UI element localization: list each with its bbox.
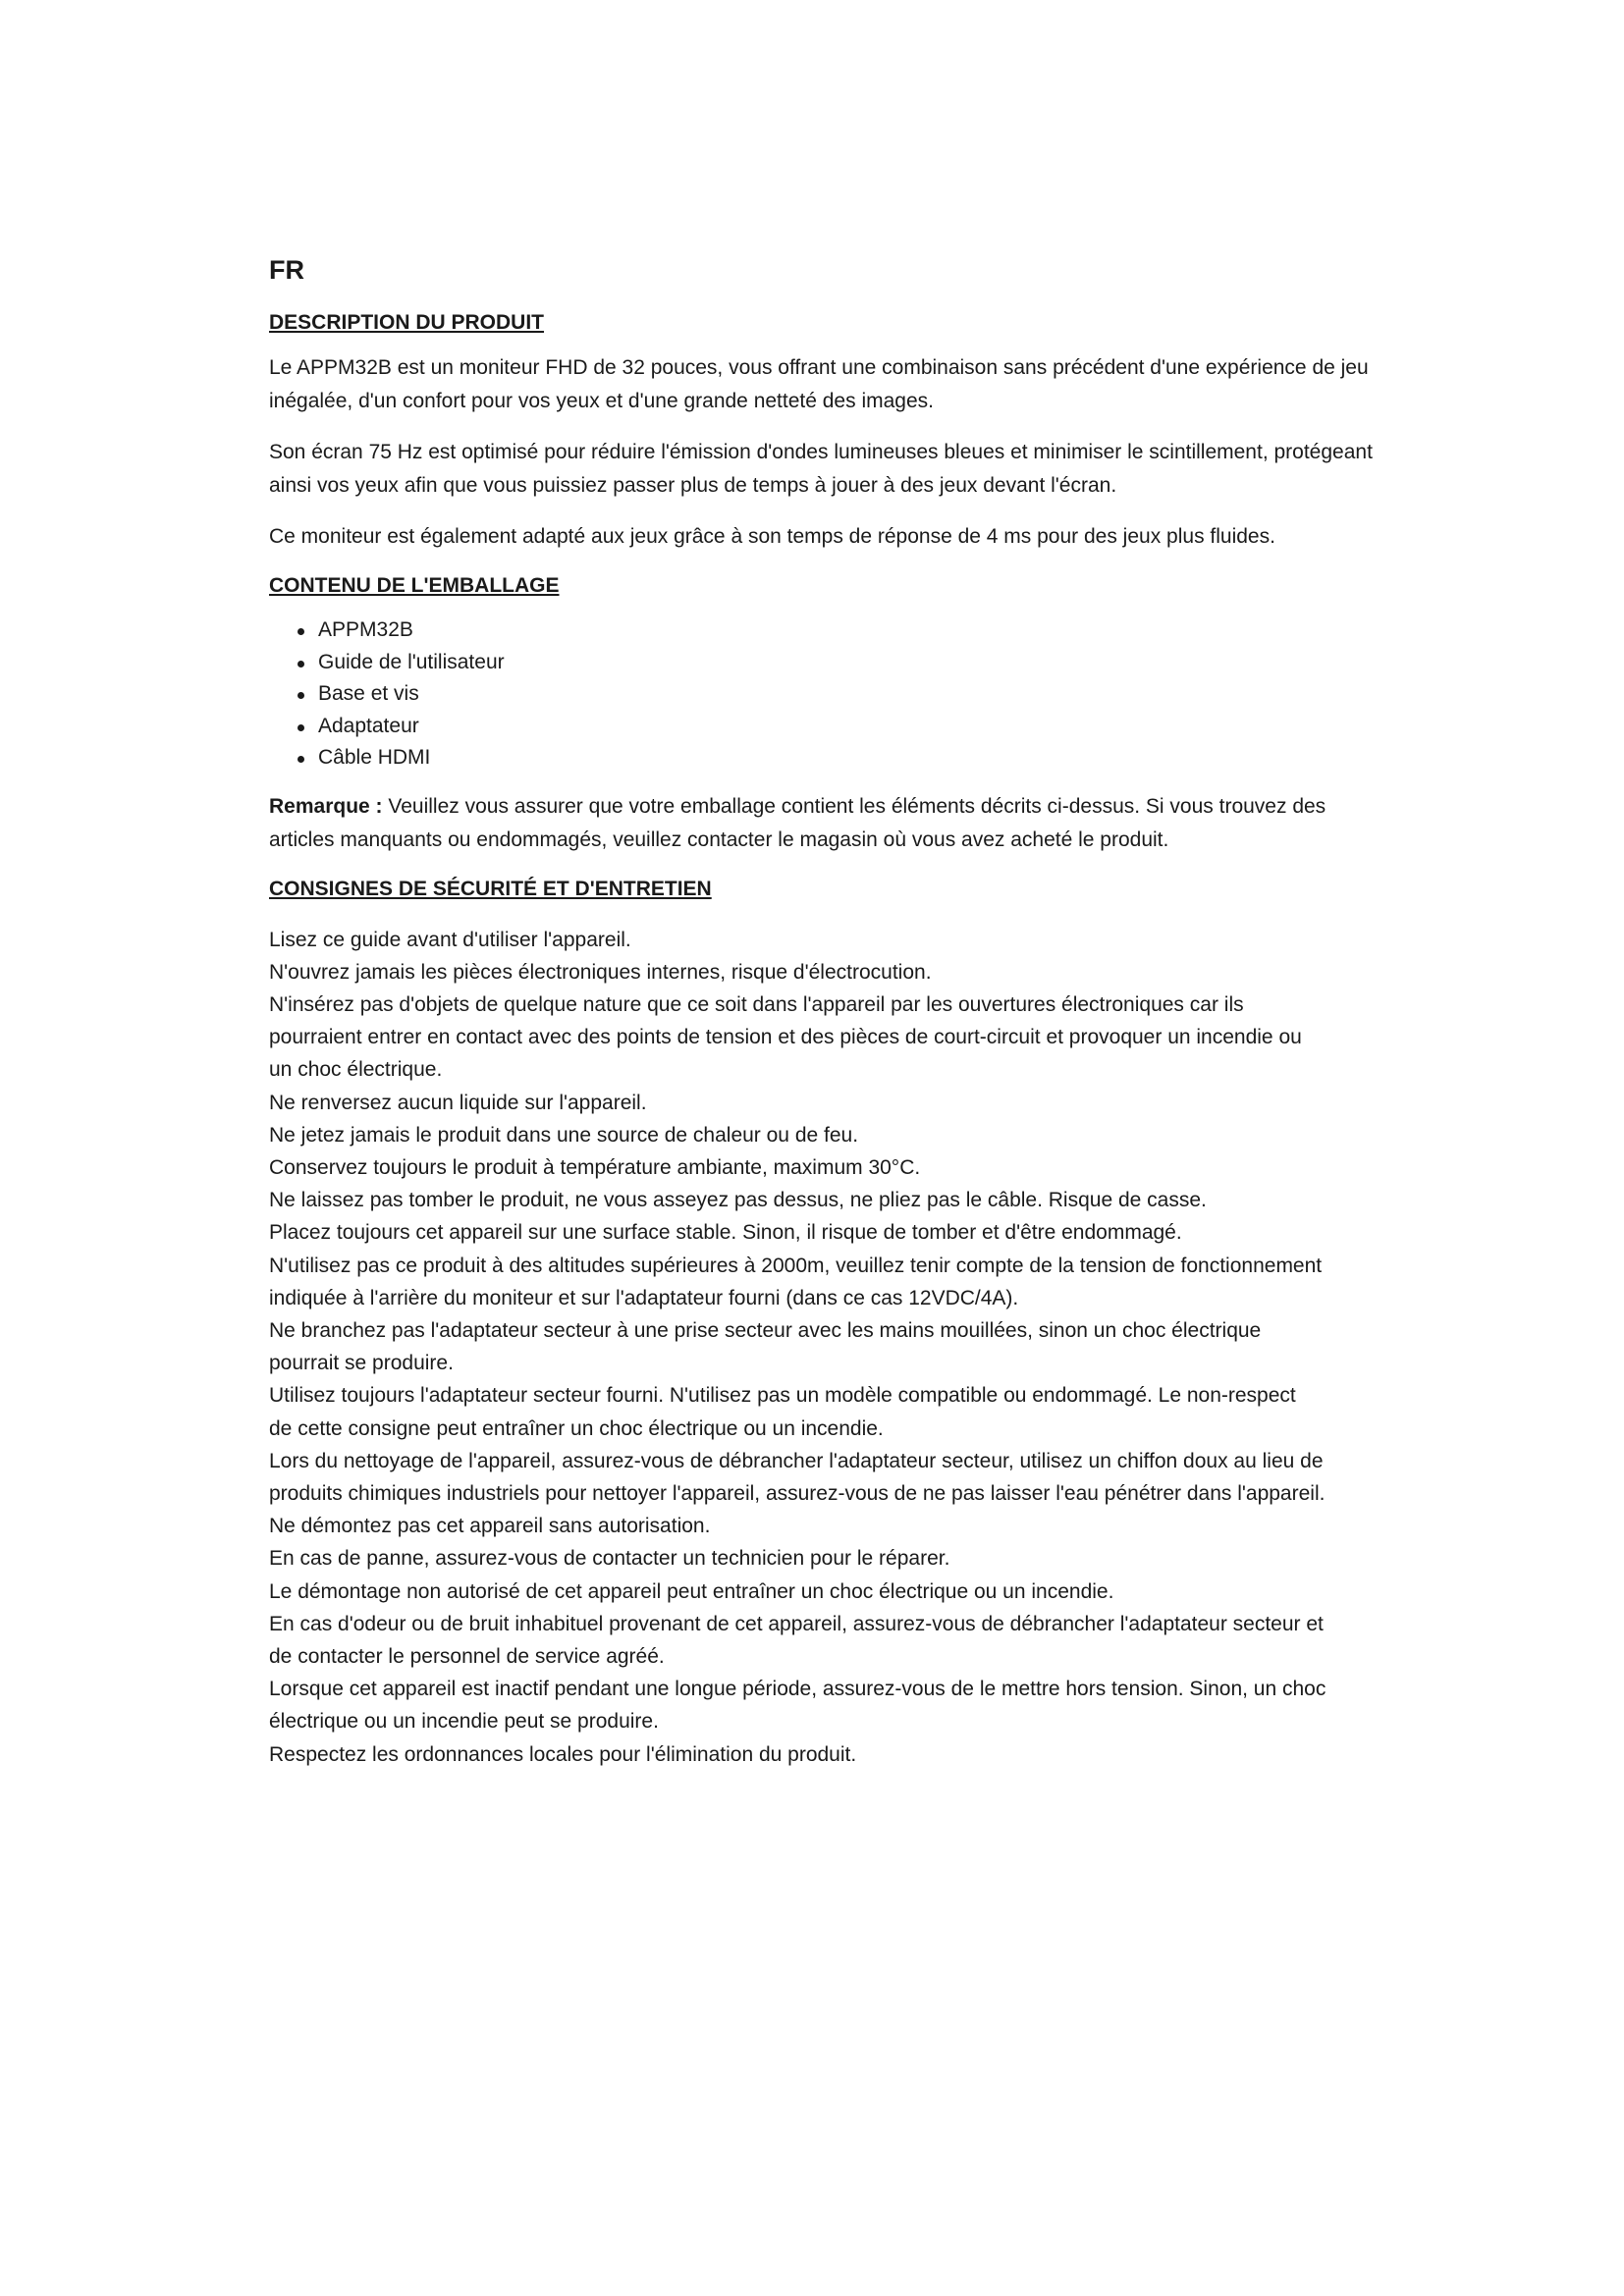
package-item: Câble HDMI bbox=[318, 742, 1388, 774]
description-paragraph: Ce moniteur est également adapté aux jeux grâce à son temps de réponse de 4 ms pour des jeux plus fluides. bbox=[269, 525, 1275, 548]
language-label: FR bbox=[269, 255, 304, 285]
package-list bbox=[269, 614, 1388, 774]
safety-line: N'ouvrez jamais les pièces électroniques internes, risque d'électrocution. bbox=[269, 960, 932, 984]
safety-line: En cas d'odeur ou de bruit inhabituel provenant de cet appareil, assurez-vous de débrancher l'adaptateur secteur et bbox=[269, 1612, 1324, 1635]
package-item: Base et vis bbox=[318, 678, 1388, 711]
safety-line: produits chimiques industriels pour nettoyer l'appareil, assurez-vous de ne pas laisser l'eau pénétrer dans l'appareil. bbox=[269, 1481, 1326, 1505]
safety-line: N'insérez pas d'objets de quelque nature que ce soit dans l'appareil par les ouvertures électroniques car ils bbox=[269, 992, 1244, 1016]
description-paragraph: Le APPM32B est un moniteur FHD de 32 pouces, vous offrant une combinaison sans précédent d'une expérience de jeu inégalée, d'un confort pour vos yeux et d'une grande netteté des images. bbox=[269, 356, 1369, 412]
safety-line: N'utilisez pas ce produit à des altitudes supérieures à 2000m, veuillez tenir compte de la tension de fonctionnement bbox=[269, 1254, 1323, 1277]
safety-line: pourrait se produire. bbox=[269, 1352, 454, 1375]
safety-line: de contacter le personnel de service agréé. bbox=[269, 1644, 665, 1668]
package-item: APPM32B bbox=[318, 614, 1388, 647]
description-paragraph: Son écran 75 Hz est optimisé pour réduire l'émission d'ondes lumineuses bleues et minimiser le scintillement, protégeant ainsi vos yeux afin que vous puissiez passer plus de temps à jouer à des jeux devant l'écran. bbox=[269, 441, 1373, 497]
safety-heading: CONSIGNES DE SÉCURITÉ ET D'ENTRETIEN bbox=[269, 877, 712, 900]
safety-line: Lorsque cet appareil est inactif pendant une longue période, assurez-vous de le mettre hors tension. Sinon, un choc bbox=[269, 1678, 1326, 1701]
safety-line: Le démontage non autorisé de cet appareil peut entraîner un choc électrique ou un incendie. bbox=[269, 1579, 1114, 1603]
safety-line: Ne renversez aucun liquide sur l'appareil. bbox=[269, 1091, 647, 1114]
safety-line: électrique ou un incendie peut se produire. bbox=[269, 1710, 659, 1734]
package-note bbox=[269, 790, 1388, 857]
safety-line: de cette consigne peut entraîner un choc électrique ou un incendie. bbox=[269, 1416, 884, 1440]
safety-line: Respectez les ordonnances locales pour l'élimination du produit. bbox=[269, 1742, 857, 1766]
note-text: Veuillez vous assurer que votre emballage contient les éléments décrits ci-dessus. Si vous trouvez des articles manquants ou endommagés, veuillez contacter le magasin où vous avez acheté le produit. bbox=[269, 794, 1326, 851]
safety-line: Ne démontez pas cet appareil sans autorisation. bbox=[269, 1515, 711, 1538]
package-item: Guide de l'utilisateur bbox=[318, 647, 1388, 679]
safety-line: un choc électrique. bbox=[269, 1058, 443, 1082]
safety-line: Lors du nettoyage de l'appareil, assurez-vous de débrancher l'adaptateur secteur, utilisez un chiffon doux au lieu de bbox=[269, 1449, 1324, 1472]
safety-line: Ne branchez pas l'adaptateur secteur à une prise secteur avec les mains mouillées, sinon un choc électrique bbox=[269, 1318, 1262, 1342]
safety-line: Ne jetez jamais le produit dans une source de chaleur ou de feu. bbox=[269, 1123, 859, 1147]
safety-line: Ne laissez pas tomber le produit, ne vous asseyez pas dessus, ne pliez pas le câble. Risque de casse. bbox=[269, 1189, 1207, 1212]
safety-line: Placez toujours cet appareil sur une surface stable. Sinon, il risque de tomber et d'être endommagé. bbox=[269, 1221, 1182, 1245]
note-label: Remarque : bbox=[269, 794, 383, 818]
safety-line: En cas de panne, assurez-vous de contacter un technicien pour le réparer. bbox=[269, 1547, 950, 1571]
safety-line: pourraient entrer en contact avec des points de tension et des pièces de court-circuit et provoquer un incendie ou bbox=[269, 1026, 1302, 1049]
safety-instructions bbox=[269, 924, 1388, 1771]
package-heading: CONTENU DE L'EMBALLAGE bbox=[269, 574, 560, 597]
document-page bbox=[269, 253, 1388, 1771]
package-item: Adaptateur bbox=[318, 711, 1388, 743]
description-heading: DESCRIPTION DU PRODUIT bbox=[269, 311, 545, 334]
safety-line: Lisez ce guide avant d'utiliser l'appareil. bbox=[269, 928, 631, 951]
safety-line: indiquée à l'arrière du moniteur et sur l'adaptateur fourni (dans ce cas 12VDC/4A). bbox=[269, 1286, 1019, 1309]
safety-line: Conservez toujours le produit à température ambiante, maximum 30°C. bbox=[269, 1155, 921, 1179]
safety-line: Utilisez toujours l'adaptateur secteur fourni. N'utilisez pas un modèle compatible ou endommagé. Le non-respect bbox=[269, 1384, 1296, 1408]
